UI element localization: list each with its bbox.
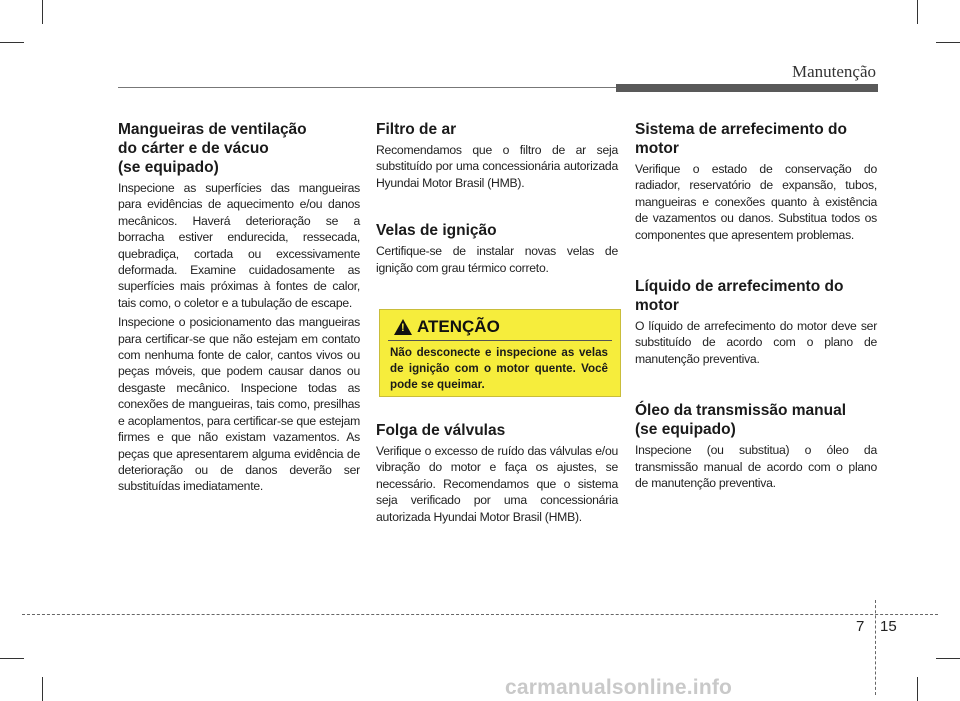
crop-mark (42, 0, 43, 24)
crop-mark (936, 42, 960, 43)
warning-text: Não desconecte e inspecione as velas de ignição com o motor quente. Você pode se queimar. (390, 346, 608, 391)
paragraph: Certifique-se de instalar novas velas de ignição com grau térmico correto. (376, 244, 618, 275)
heading-coolant (635, 277, 877, 315)
crop-mark (917, 677, 918, 701)
paragraph: Recomendamos que o filtro de ar seja substituído por uma concessionária autorizada Hyundai Motor Brasil (HMB). (376, 143, 618, 190)
heading-line: Óleo da transmissão manual (635, 402, 847, 420)
heading-spark-plugs: Velas de ignição (376, 222, 497, 240)
section-title: Manutenção (791, 62, 876, 81)
paragraph: O líquido de arrefecimento do motor deve ser substituído de acordo com o plano de manutenção preventiva. (635, 319, 877, 366)
page-divider (875, 600, 876, 695)
column-3 (635, 120, 877, 491)
crop-mark (0, 658, 24, 659)
column-2 (376, 120, 618, 276)
header-bar (616, 84, 878, 92)
heading-line: Sistema de arrefecimento do (635, 121, 847, 138)
watermark: carmanualsonline.info (505, 676, 733, 699)
paragraph: Inspecione as superfícies das mangueiras para evidências de aquecimento e/ou danos mecânicos. Haverá deterioração se a borracha estiver endurecida, ressecada, quebradiça, cortada ou excessivamente deformada. Examine cuidadosamente as superfícies mais próximas à fontes de calor, tais como, o coletor e a tubulação de escape. (118, 181, 360, 310)
warning-rule (388, 340, 612, 341)
warning-triangle-icon: ! (394, 319, 412, 335)
column-1 (118, 120, 360, 495)
footer-rule (22, 614, 938, 615)
heading-valve-clearance: Folga de válvulas (376, 422, 506, 439)
heading-line: do cárter e de vácuo (118, 140, 269, 157)
page-number: 15 (880, 618, 897, 635)
paragraph: Verifique o excesso de ruído das válvulas e/ou vibração do motor e faça os ajustes, se necessário. Recomendamos que o sistema seja verificado por uma concessionária autorizada Hyundai Motor Brasil (HMB). (376, 444, 618, 524)
heading-line: (se equipado) (635, 421, 736, 439)
heading-line: (se equipado) (118, 159, 219, 176)
warning-header (394, 317, 500, 337)
crop-mark (917, 0, 918, 24)
heading-line: Mangueiras de ventilação (118, 121, 307, 138)
column-2-lower (376, 421, 618, 525)
heading-cooling-system (635, 120, 877, 158)
chapter-number: 7 (856, 618, 865, 635)
crop-mark (42, 677, 43, 701)
warning-title: ATENÇÃO (417, 317, 500, 336)
paragraph: Verifique o estado de conservação do radiador, reservatório de expansão, tubos, mangueiras e conexões quanto à existência de vazamentos ou danos. Substitua todos os componentes que apresentem problemas. (635, 162, 877, 242)
paragraph: Inspecione (ou substitua) o óleo da transmissão manual de acordo com o plano de manutenção preventiva. (635, 443, 877, 491)
heading-vent-hoses (118, 120, 360, 177)
warning-box (379, 309, 621, 397)
heading-line: Líquido de arrefecimento do (635, 278, 844, 296)
crop-mark (936, 658, 960, 659)
heading-air-filter: Filtro de ar (376, 121, 457, 138)
heading-line: motor (635, 140, 679, 157)
paragraph: Inspecione o posicionamento das mangueiras para certificar-se que não estejam em contato com nenhuma fonte de calor, cantos vivos ou peças móveis, que podem causar danos ou desgaste mecânico. Inspecione todas as conexões de mangueiras, tais como, presilhas e acoplamentos, para certificar-se que estejam firmes e que não existam vazamentos. As peças que apresentarem alguma evidência de deterioração ou de danos deverão ser substituídas imediatamente. (118, 315, 360, 494)
heading-manual-transmission-oil (635, 401, 877, 439)
heading-line: motor (635, 297, 679, 315)
crop-mark (0, 42, 24, 43)
header-rule (118, 87, 616, 88)
